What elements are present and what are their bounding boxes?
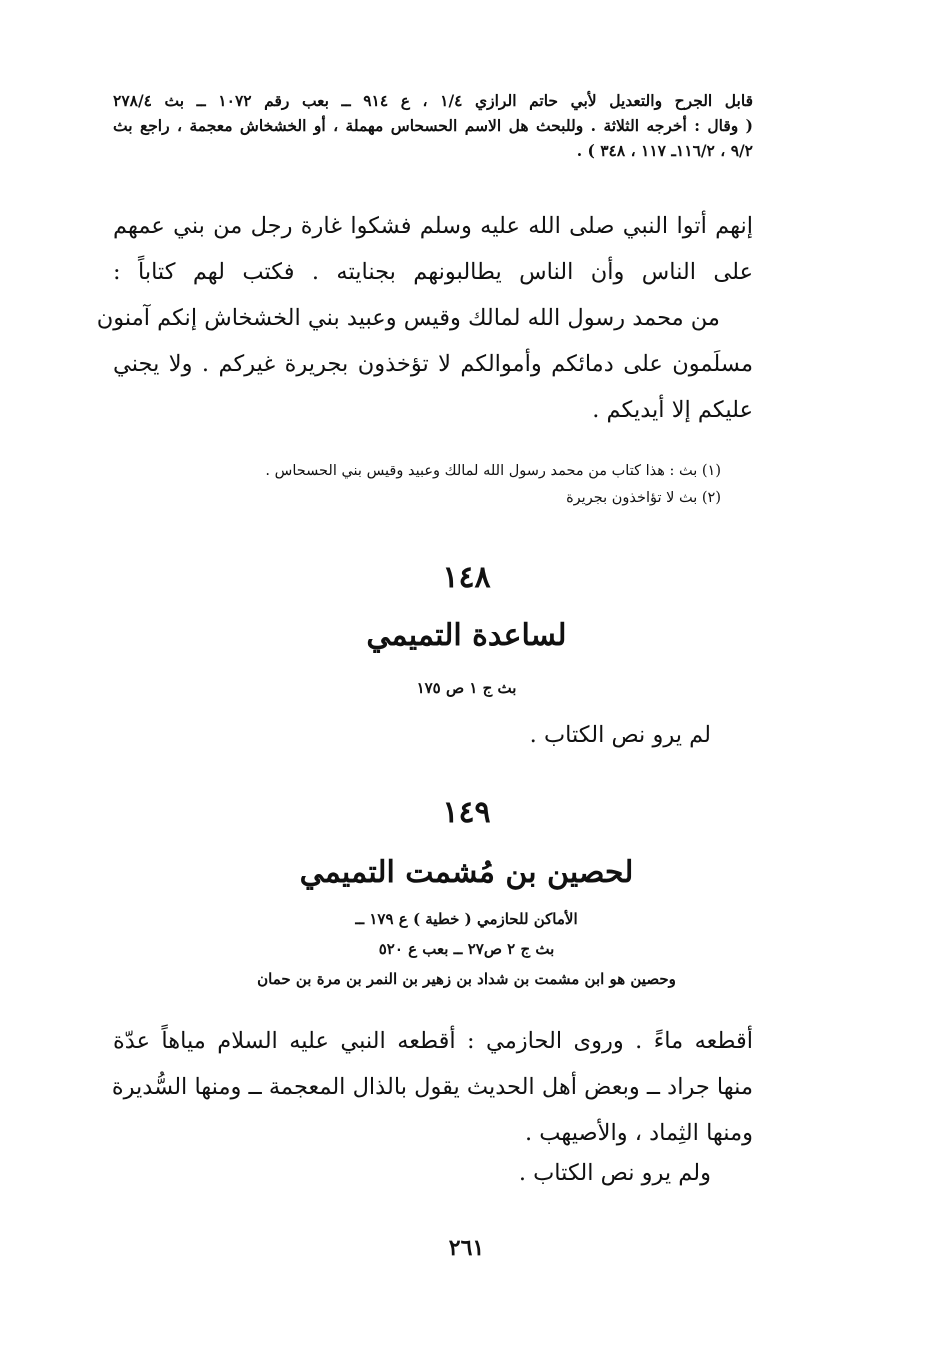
section-source: الأماكن للحازمي ( خطية ) ع ١٧٩ ــ xyxy=(355,910,578,928)
body-line: ولم يرو نص الكتاب . xyxy=(518,1160,711,1186)
body-line: على الناس وأن الناس يطالبونهم بجنايته . فكتب لهم كتاباً : xyxy=(113,259,753,285)
footnote: (٢) بث لا تؤاخذون بجريرة xyxy=(566,490,721,506)
section-source: بث ج ١ ص ١٧٥ xyxy=(416,679,517,697)
body-line: من محمد رسول الله لمالك وقيس وعبيد بني الخشخاش إنكم آمنون xyxy=(96,305,720,331)
footnote: (١) بث : هذا كتاب من محمد رسول الله لمالك وعبيد وقيس بني الحسحاس . xyxy=(265,463,721,479)
top-note-line: قابل الجرح والتعديل لأبي حاتم الرازي ١/٤ ، ع ٩١٤ ــ بعب رقم ١٠٧٢ ــ بث ٢٧٨/٤ xyxy=(113,91,753,110)
body-line: منها جراد ــ وبعض أهل الحديث يقول بالذال المعجمة ــ ومنها السُّديرة xyxy=(111,1074,753,1100)
body-line: إنهم أتوا النبي صلى الله عليه وسلم فشكوا غارة رجل من بني عمهم xyxy=(113,213,753,239)
body-line: أقطعه ماءً . وروى الحازمي : أقطعه النبي عليه السلام مياهاً عدّة xyxy=(113,1028,753,1054)
top-note-line: ٩/٢ ، ١١٦/٢ـ ١١٧ ، ٣٤٨ ) . xyxy=(576,141,753,160)
section-title: لحصين بن مُشمت التميمي xyxy=(299,855,634,890)
section-source: وحصين هو ابن مشمت بن شداد بن زهير بن النمر بن مرة بن حمان xyxy=(257,970,676,988)
section-source: بث ج ٢ ص٢٧ ــ بعب ع ٥٢٠ xyxy=(378,940,555,958)
section-number: ١٤٩ xyxy=(442,795,491,830)
section-number: ١٤٨ xyxy=(442,560,491,595)
top-note-line: ( وقال : أخرجه الثلاثة . وللبحث هل الاسم الحسحاس مهملة ، أو الخشخاش معجمة ، راجع بث xyxy=(113,116,753,135)
body-line: لم يرو نص الكتاب . xyxy=(529,722,711,748)
body-line: ومنها الثِماد ، والأصيهب . xyxy=(524,1120,753,1146)
body-line: عليكم إلا أيديكم . xyxy=(592,397,753,423)
page-number: ٢٦١ xyxy=(448,1235,485,1261)
body-line: مسلَمون على دمائكم وأموالكم لا تؤخذون بجريرة غيركم . ولا يجني xyxy=(113,351,753,377)
section-title: لساعدة التميمي xyxy=(366,618,567,653)
